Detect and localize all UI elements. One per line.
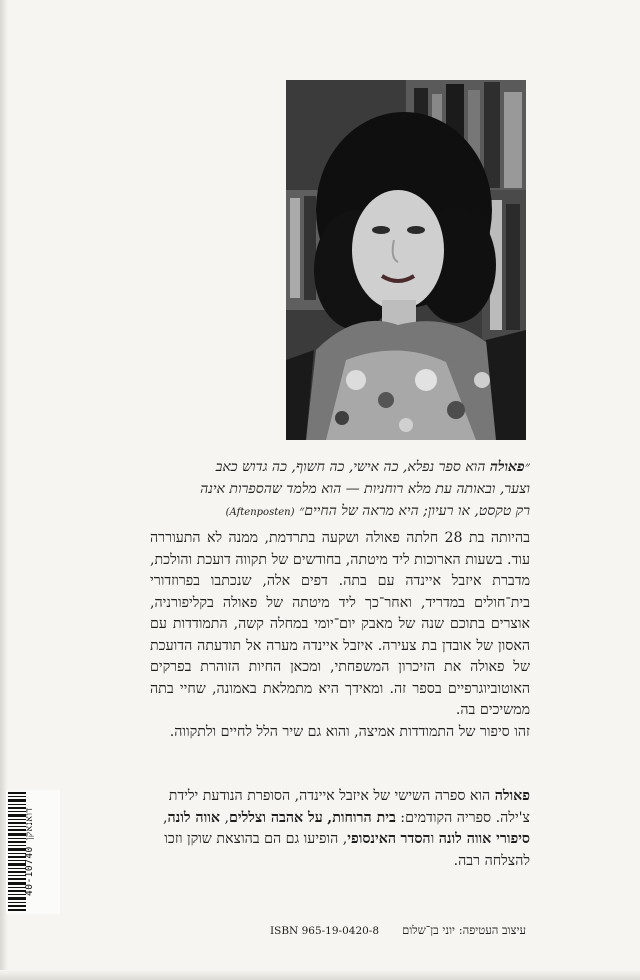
description-paragraph: בהיותה בת 28 חלתה פאולה ושקעה בתרדמת, ממנה לא התעוררה עוד. בשעות הארוכות ליד מיטתה, בחודשים של תקווה דועכת והולכת, מדברת איזבל איינדה עם בתה. דפים אלה, שנכתבו בפרוזדורי בית־חולים במדריד, ואחר־כך ליד מיטתה של פאולה בקליפורניה, אוצרים בתוכם שנה של מאבק יום־יומי במחלה קשה, התמודדות עם האסון של אובדן בת צעירה. איזבל איינדה מערה אל תודעתה הדועכת של פאולה את הזיכרון המשפחתי, ומכאן החיות הזוהרת בפרקים האוטוביוגרפיים בספר זה. ומאידך היא מתמלאת באמונה, שחיי בתה ממשיכים בה. <box>150 530 531 718</box>
separator-text: , <box>162 809 168 826</box>
quote-line-1-text: הוא ספר נפלא, כה אישי, כה חשוף, כה גדוש כאב <box>215 459 490 475</box>
barcode-digits: 40-10740 דואנאקן <box>24 807 35 897</box>
quote-book-title: פאולה <box>489 459 525 475</box>
cover-design-credit: עיצוב העטיפה: יוני בן־שלום <box>402 923 526 937</box>
closing-text: , הופיעו גם הם בהוצאת שוקן וזכו להצלחה רבה. <box>164 831 530 869</box>
quote-line-3-text: רק טקסט, או רעיון; היא מראה של החיים״ <box>298 503 530 519</box>
book-title-paula: פאולה <box>494 788 530 804</box>
conjunction-text: ו <box>430 831 439 847</box>
book-title-house-of-spirits: בית הרוחות, <box>327 809 396 826</box>
quote-line-2: וצער, ובאותה עת מלא רוחניות — הוא מלמד שהספרות אינה <box>200 481 530 497</box>
cover-bottom-edge <box>0 970 640 980</box>
book-title-stories-of-eva-luna: סיפורי אווה לונה <box>438 831 530 847</box>
quote-line-3 <box>150 500 530 524</box>
quote-source: (Aftenposten) <box>225 507 295 518</box>
author-photo <box>286 80 526 440</box>
separator-text: , <box>219 809 229 826</box>
book-title-infinite-plan-1: הסדר <box>400 831 431 847</box>
quote-open-mark: ״ <box>524 459 530 475</box>
author-text: הוא ספרה השישי של איזבל איינדה, הסופרת הנודעת ילידת צ'ילה. ספריה הקודמים: <box>168 788 530 826</box>
quote-line-1 <box>150 456 530 478</box>
review-quote <box>150 456 530 524</box>
isbn-number: ISBN 965-19-0420-8 <box>270 925 380 937</box>
book-description <box>150 528 530 743</box>
author-portrait-illustration <box>286 80 526 440</box>
book-title-infinite-plan-2: האינסופי <box>347 831 397 847</box>
book-title-eva-luna: אווה לונה <box>167 809 220 826</box>
book-title-of-love-and-shadows: על אהבה וצללים <box>229 809 323 826</box>
description-closing: זהו סיפור של התמודדות אמיצה, והוא גם שיר הלל לחיים ולתקווה. <box>169 723 530 740</box>
author-books-paragraph <box>150 786 530 872</box>
back-cover-footer <box>270 922 526 939</box>
